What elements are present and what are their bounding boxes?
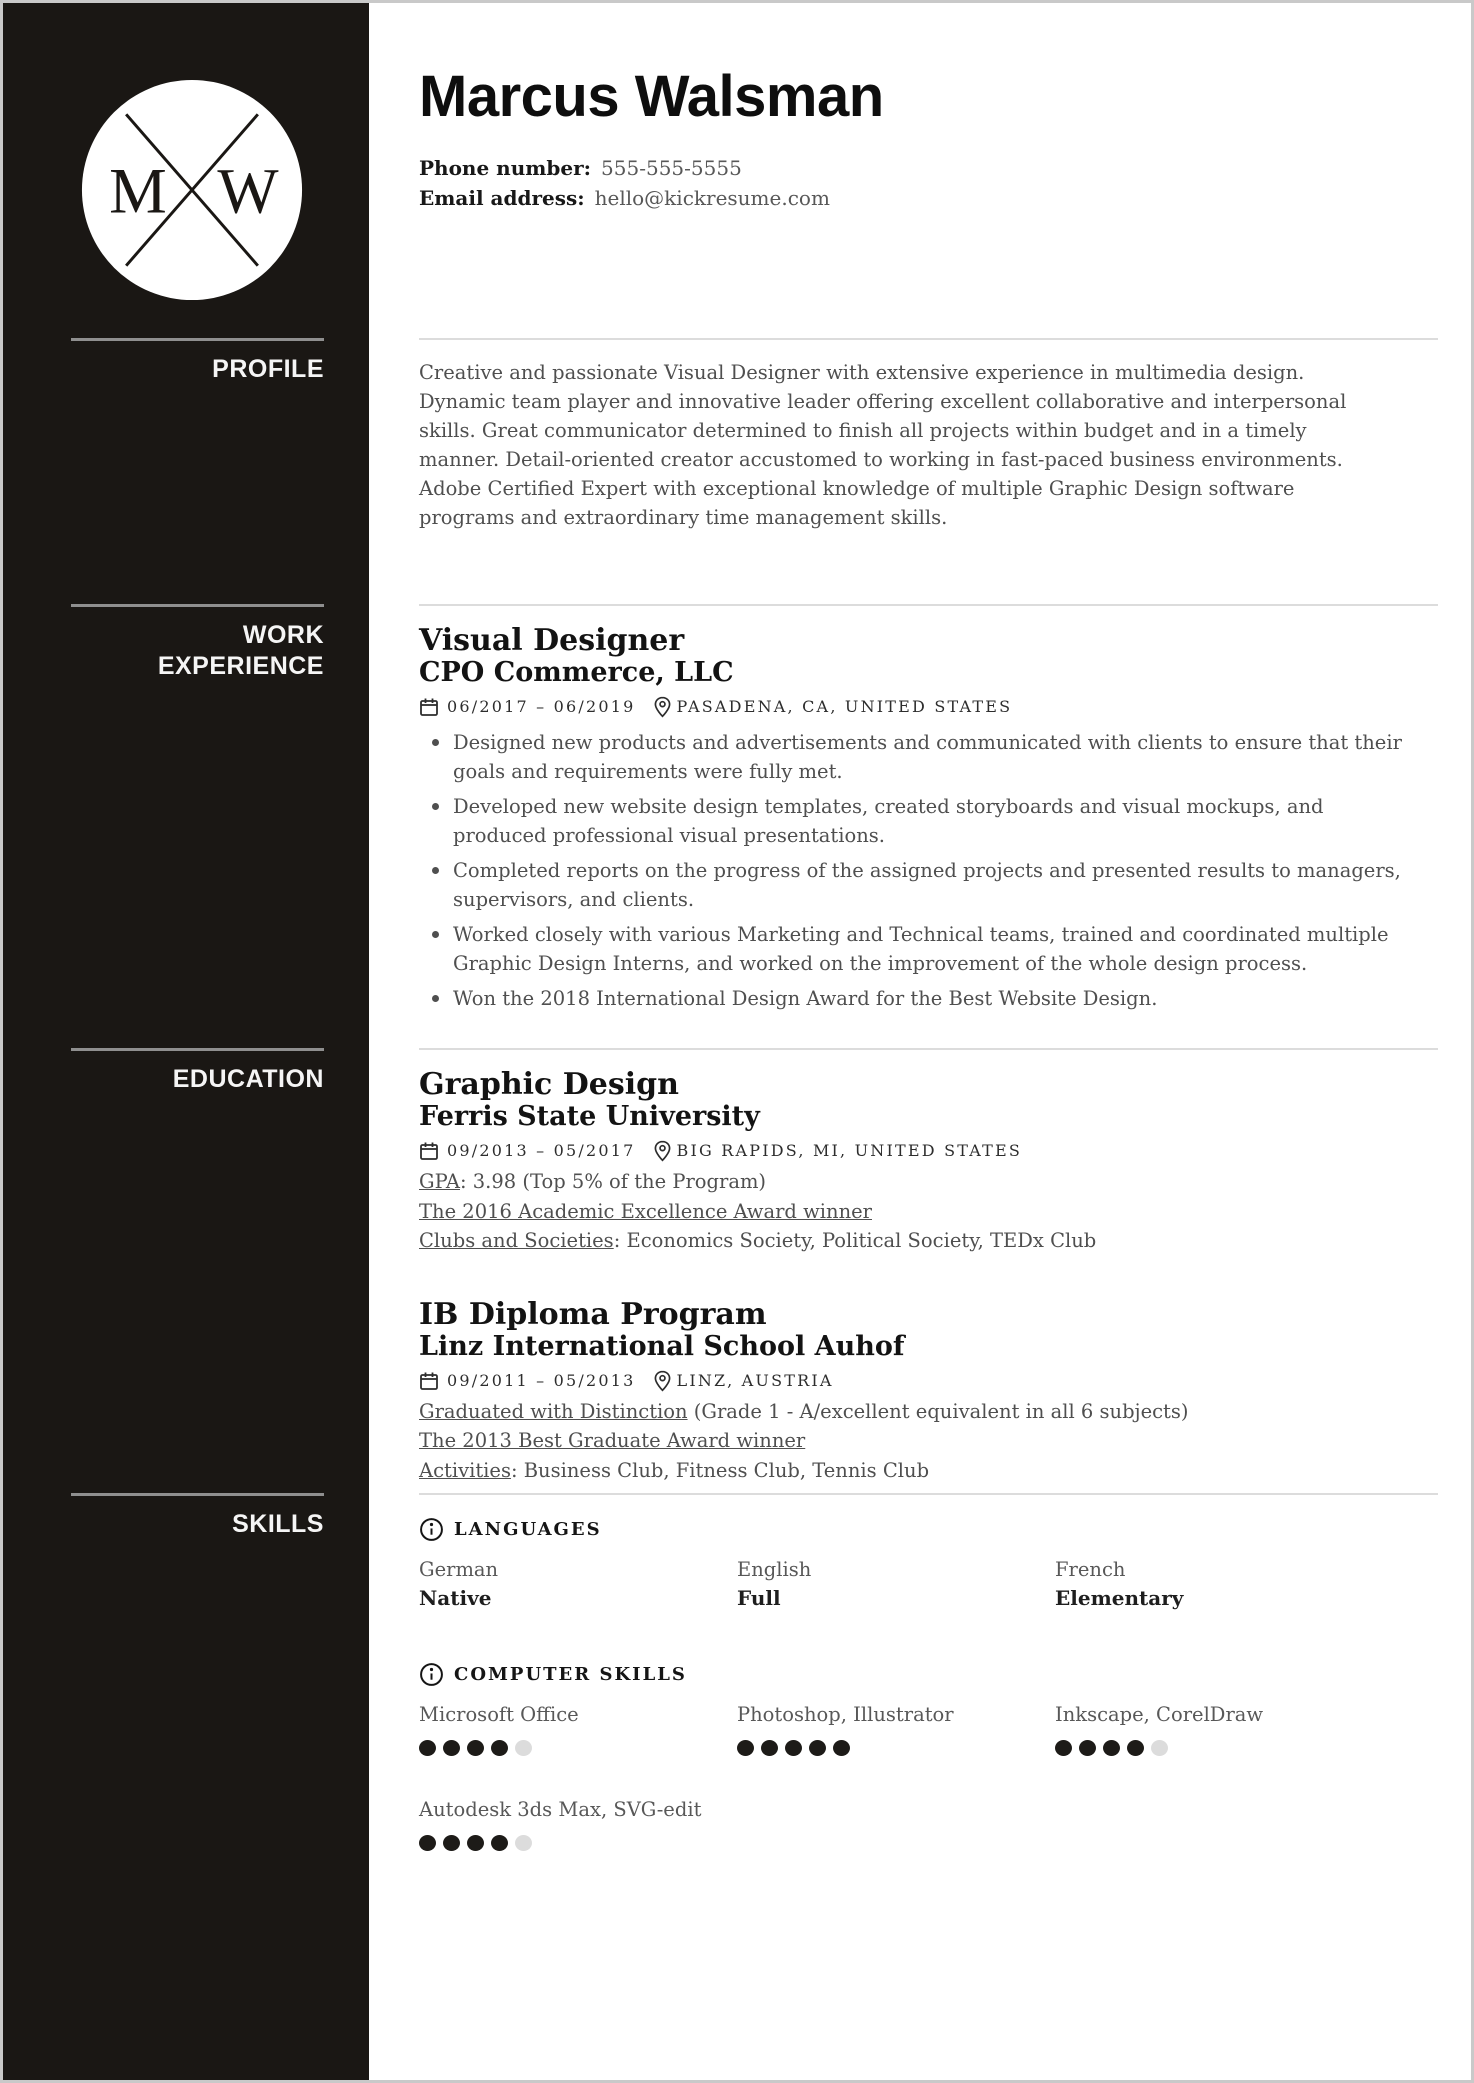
underlined-text: Clubs and Societies: [419, 1229, 614, 1252]
skill-rating-dots: [1055, 1740, 1373, 1756]
education-details: [419, 1167, 1438, 1256]
job-location: PASADENA, CA, UNITED STATES: [676, 697, 1013, 716]
job-entry: [419, 624, 1438, 1013]
rating-dot-filled: [419, 1835, 436, 1851]
underlined-text: Graduated with Distinction: [419, 1399, 688, 1423]
education-degree: Graphic Design: [419, 1067, 679, 1102]
language-level: Full: [737, 1586, 781, 1610]
education-school: Linz International School Auhof: [419, 1330, 905, 1362]
education-detail-line: [419, 1397, 1438, 1427]
sidebar-label-education: [71, 1048, 324, 1095]
monogram-logo: [79, 77, 305, 303]
rating-dot-empty: [1151, 1740, 1168, 1756]
email-value: hello@kickresume.com: [594, 186, 830, 210]
rating-dot-filled: [419, 1740, 436, 1756]
rating-dot-filled: [467, 1835, 484, 1851]
rating-dot-filled: [443, 1835, 460, 1851]
rating-dot-empty: [515, 1835, 532, 1851]
computer-skills-group: [419, 1662, 1438, 1851]
info-icon: [419, 1517, 444, 1542]
education-detail-line: [419, 1167, 1438, 1197]
job-title: Visual Designer: [419, 623, 685, 658]
job-bullet: Designed new products and advertisements and communicated with clients to ensure that their goals and requirements were fully met.: [419, 728, 1404, 786]
sidebar-label-profile-text: PROFILE: [212, 355, 324, 383]
languages-heading: [419, 1517, 1438, 1542]
skill-rating-dots: [419, 1835, 737, 1851]
computer-skill-item: [1055, 1701, 1373, 1756]
education-location: LINZ, AUSTRIA: [676, 1370, 834, 1390]
rating-dot-filled: [737, 1740, 754, 1756]
education-dates: 09/2011 – 05/2013: [447, 1370, 636, 1390]
underlined-text: The 2016 Academic Excellence Award winner: [419, 1199, 872, 1223]
language-item: [419, 1556, 737, 1610]
sidebar-label-work-experience-text: WORK EXPERIENCE: [157, 621, 324, 680]
profile-text: Creative and passionate Visual Designer with extensive experience in multimedia design. Dynamic team player and innovative leader offering excellent collaborative and interpersonal skills. Great communicator determined to finish all projects within budget and in a timely manner. Detail-oriented creator accustomed to working in fast-paced business environments. Adobe Certified Expert with exceptional knowledge of multiple Graphic Design software programs and extraordinary time management skills.: [419, 361, 1347, 529]
language-item: [737, 1556, 1055, 1610]
rating-dot-filled: [785, 1740, 802, 1756]
skill-name: Microsoft Office: [419, 1703, 579, 1726]
location-pin-icon: [654, 1370, 671, 1392]
rating-dot-filled: [467, 1740, 484, 1756]
underlined-text: The 2013 Best Graduate Award winner: [419, 1429, 806, 1452]
education-entry: [419, 1068, 1438, 1256]
info-icon: [419, 1662, 444, 1687]
sidebar: [3, 3, 369, 2080]
education-meta: [419, 1369, 1438, 1393]
education-school: Ferris State University: [419, 1101, 760, 1132]
detail-text: : Business Club, Fitness Club, Tennis Club: [510, 1458, 930, 1482]
detail-text: : Economics Society, Political Society, TEDx Club: [613, 1229, 1097, 1252]
languages-heading-text: LANGUAGES: [454, 1519, 602, 1540]
location-pin-icon: [654, 696, 671, 718]
computer-skill-item: [737, 1701, 1055, 1756]
email-row: [419, 183, 1438, 213]
detail-text: (Grade 1 - A/excellent equivalent in all 6 subjects): [687, 1399, 1189, 1423]
language-name: French: [1055, 1558, 1126, 1581]
languages-group: [419, 1517, 1438, 1610]
skill-rating-dots: [737, 1740, 1055, 1756]
header: [419, 65, 1438, 213]
logo-initial-left: M: [109, 155, 167, 228]
education-detail-line: [419, 1197, 1438, 1227]
rating-dot-filled: [491, 1740, 508, 1756]
phone-label: Phone number:: [419, 156, 592, 180]
job-bullets: [419, 728, 1404, 1013]
job-meta: [419, 695, 1438, 719]
job-bullet: Completed reports on the progress of the assigned projects and presented results to managers, supervisors, and clients.: [419, 856, 1404, 914]
computer-skills-grid: [419, 1701, 1438, 1851]
education-degree: IB Diploma Program: [419, 1296, 767, 1332]
detail-text: : 3.98 (Top 5% of the Program): [460, 1170, 767, 1193]
rating-dot-filled: [761, 1740, 778, 1756]
person-name: Marcus Walsman: [419, 64, 884, 129]
language-level: Native: [419, 1586, 492, 1610]
rating-dot-filled: [1127, 1740, 1144, 1756]
education-detail-line: [419, 1426, 1438, 1456]
education-entry: [419, 1298, 1438, 1486]
underlined-text: GPA: [419, 1170, 460, 1193]
computer-skill-item: [419, 1796, 737, 1851]
sidebar-label-education-text: EDUCATION: [172, 1065, 324, 1093]
rating-dot-filled: [1079, 1740, 1096, 1756]
education-meta: [419, 1139, 1438, 1163]
monogram-logo-graphic: [79, 77, 305, 303]
underlined-text: Activities: [419, 1458, 511, 1482]
rating-dot-empty: [515, 1740, 532, 1756]
computer-skills-heading: [419, 1662, 1438, 1687]
education-section: [419, 1048, 1438, 1485]
language-item: [1055, 1556, 1373, 1610]
skills-section: [419, 1493, 1438, 1851]
profile-section: [419, 338, 1438, 532]
education-details: [419, 1397, 1438, 1486]
rating-dot-filled: [1055, 1740, 1072, 1756]
skill-rating-dots: [419, 1740, 737, 1756]
rating-dot-filled: [1103, 1740, 1120, 1756]
contact-info: [419, 153, 1438, 213]
job-bullet: Worked closely with various Marketing and Technical teams, trained and coordinated multiple Graphic Design Interns, and worked on the improvement of the whole design process.: [419, 920, 1404, 978]
education-dates: 09/2013 – 05/2017: [447, 1141, 636, 1160]
rating-dot-filled: [809, 1740, 826, 1756]
education-detail-line: [419, 1456, 1438, 1486]
language-name: English: [737, 1558, 812, 1581]
skill-name: Inkscape, CorelDraw: [1055, 1703, 1264, 1726]
job-bullet: Won the 2018 International Design Award for the Best Website Design.: [419, 984, 1404, 1013]
phone-row: [419, 153, 1438, 183]
rating-dot-filled: [833, 1740, 850, 1756]
computer-skills-heading-text: COMPUTER SKILLS: [454, 1664, 687, 1685]
education-detail-line: [419, 1226, 1438, 1256]
language-name: German: [419, 1558, 499, 1581]
language-level: Elementary: [1055, 1586, 1184, 1610]
job-company: CPO Commerce, LLC: [419, 657, 734, 688]
skill-name: Autodesk 3ds Max, SVG-edit: [419, 1798, 702, 1821]
resume-content: [369, 3, 1471, 2080]
logo-initial-right: W: [217, 155, 279, 228]
education-location: BIG RAPIDS, MI, UNITED STATES: [676, 1141, 1023, 1160]
skill-name: Photoshop, Illustrator: [737, 1703, 954, 1726]
sidebar-label-work-experience: [71, 604, 324, 682]
location-pin-icon: [654, 1140, 671, 1162]
job-bullet: Developed new website design templates, created storyboards and visual mockups, and produced professional visual presentations.: [419, 792, 1404, 850]
calendar-icon: [419, 697, 439, 717]
sidebar-label-profile: [71, 338, 324, 385]
work-experience-section: [419, 604, 1438, 1019]
sidebar-label-skills: [71, 1493, 324, 1540]
email-label: Email address:: [419, 186, 585, 210]
rating-dot-filled: [443, 1740, 460, 1756]
phone-value: 555-555-5555: [601, 156, 742, 180]
job-dates: 06/2017 – 06/2019: [447, 697, 636, 716]
rating-dot-filled: [491, 1835, 508, 1851]
calendar-icon: [419, 1371, 439, 1391]
calendar-icon: [419, 1141, 439, 1161]
sidebar-label-skills-text: SKILLS: [232, 1510, 324, 1538]
languages-grid: [419, 1556, 1438, 1610]
computer-skill-item: [419, 1701, 737, 1756]
